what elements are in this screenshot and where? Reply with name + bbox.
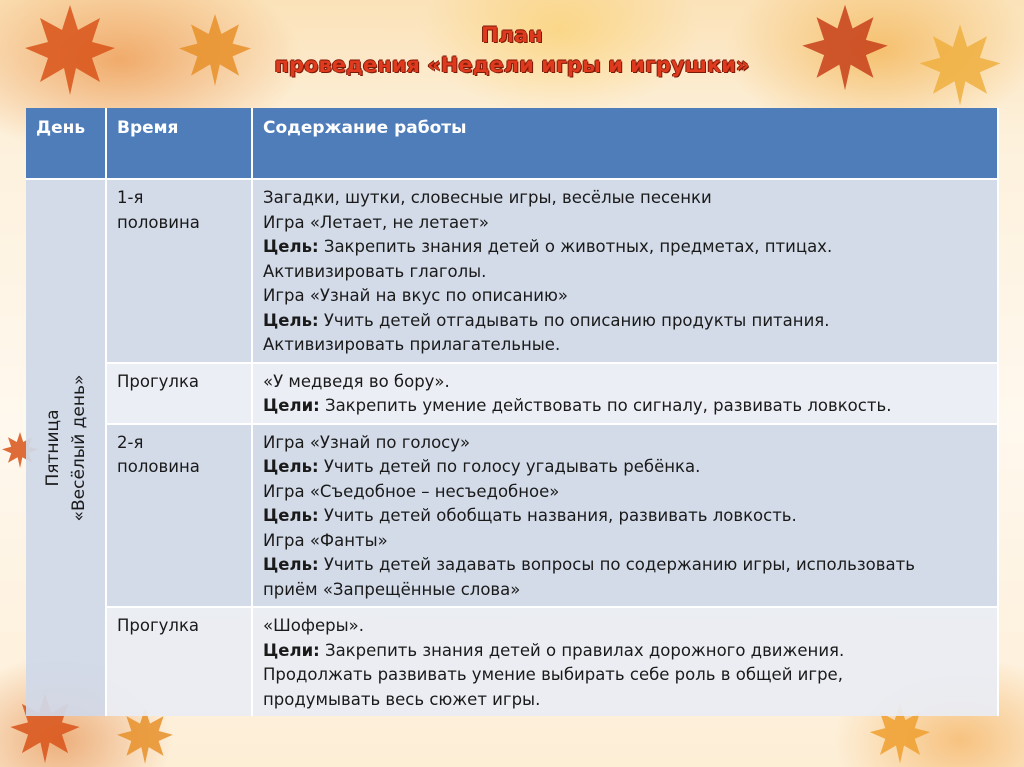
goal-label: Цели: [263,396,320,415]
content-line: приём «Запрещённые слова» [263,579,521,599]
page-title [0,20,1024,80]
content-line: Загадки, шутки, словесные игры, весёлые песенки [263,188,712,207]
header-content: Содержание работы [252,108,998,179]
table-row [26,179,998,363]
content-line: Активизировать прилагательные. [263,335,561,354]
content-cell [252,424,998,608]
header-time: Время [106,108,252,179]
goal-label: Цель: [263,506,319,525]
goal-label: Цель: [263,237,319,256]
time-line: 1-я [117,188,144,207]
day-theme: «Весёлый день» [68,374,89,522]
content-cell [252,607,998,716]
time-line: Прогулка [117,371,200,391]
day-label [40,375,92,522]
day-cell [26,179,106,716]
content-line: Игра «Узнай по голосу» [263,432,471,452]
content-line: Цель: Закрепить знания детей о животных, предметах, птицах. [263,237,833,256]
title-line-1: План [481,23,543,47]
table-row [26,363,998,424]
content-cell [252,179,998,363]
header-day: День [26,108,106,179]
time-line: 2-я [117,432,144,452]
goal-label: Цель: [263,555,319,574]
content-line: Активизировать глаголы. [263,261,487,281]
title-line-2: проведения «Недели игры и игрушки» [274,53,750,77]
time-cell [106,363,252,424]
content-line: Цели: Закрепить знания детей о правилах дорожного движения. [263,640,845,660]
content-line: Игра «Летает, не летает» [263,212,489,232]
time-line: половина [117,457,200,476]
table-row [26,424,998,608]
table-row [26,607,998,716]
content-line: «У медведя во бору». [263,371,450,391]
content-line: Игра «Узнай на вкус по описанию» [263,286,568,305]
content-line: Цель: Учить детей по голосу угадывать ребёнка. [263,457,701,476]
goal-label: Цель: [263,457,319,476]
plan-table [26,108,999,716]
time-cell [106,179,252,363]
content-line: Игра «Съедобное – несъедобное» [263,481,560,501]
content-line: Цели: Закрепить умение действовать по сигналу, развивать ловкость. [263,396,892,415]
table-header-row [26,108,998,179]
time-line: половина [117,212,200,232]
time-cell [106,607,252,716]
content-line: Цель: Учить детей задавать вопросы по содержанию игры, использовать [263,555,915,574]
content-line: Цель: Учить детей обобщать названия, развивать ловкость. [263,506,797,525]
content-line: «Шоферы». [263,616,364,635]
content-line: Игра «Фанты» [263,530,388,550]
content-line: Продолжать развивать умение выбирать себе роль в общей игре, [263,665,843,684]
content-line: продумывать весь сюжет игры. [263,689,541,709]
goal-label: Цели: [263,640,320,660]
day-name: Пятница [42,409,63,487]
content-line: Цель: Учить детей отгадывать по описанию продукты питания. [263,310,830,330]
content-cell [252,363,998,424]
time-cell [106,424,252,608]
goal-label: Цель: [263,310,319,330]
time-line: Прогулка [117,616,200,635]
